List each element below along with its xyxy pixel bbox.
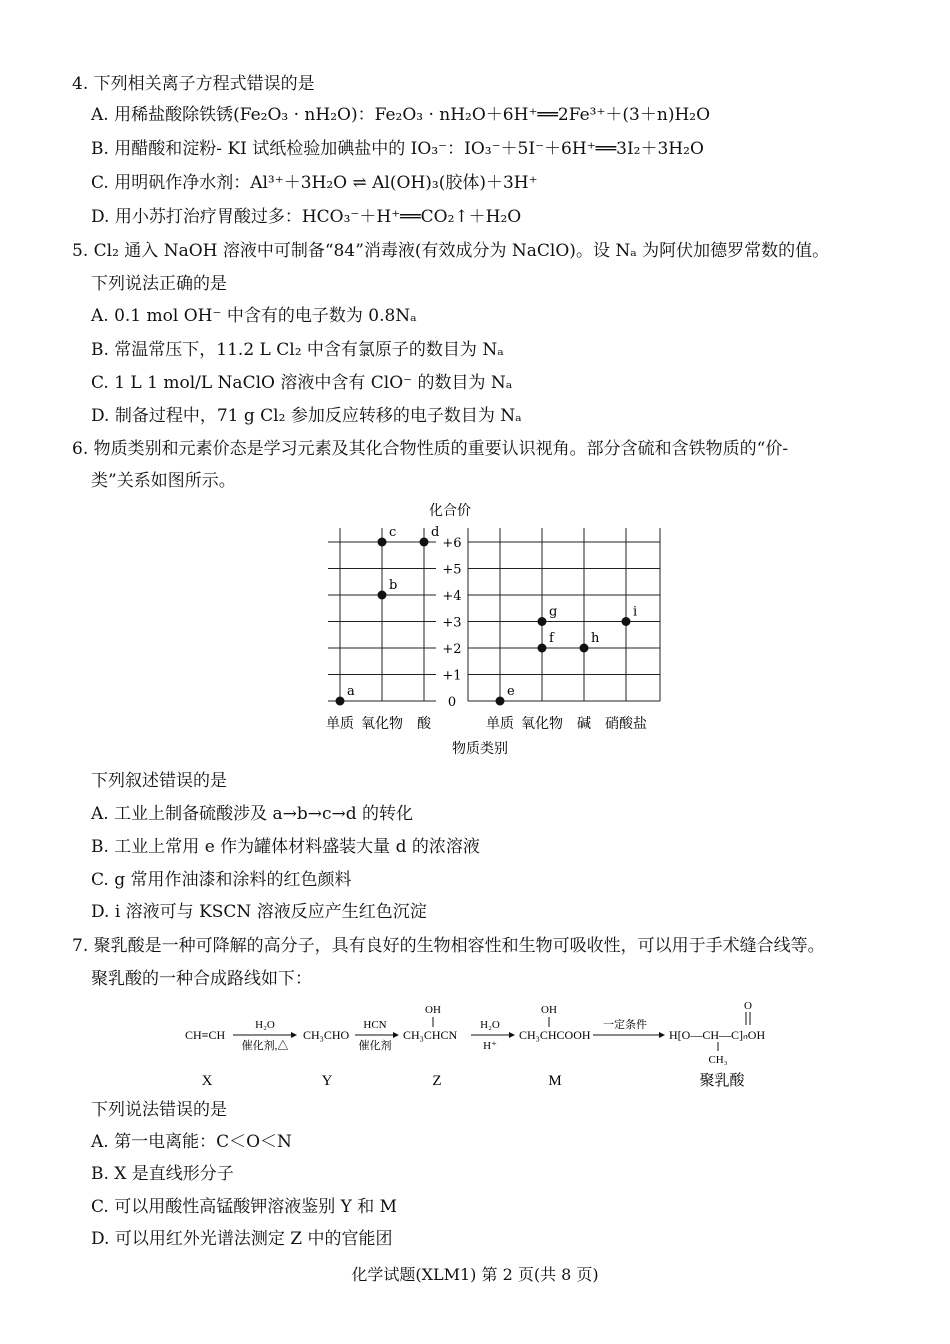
arrow-2-bottom: 催化剂 xyxy=(358,1040,392,1052)
y-tick-label: +2 xyxy=(442,642,462,657)
q5-option-b: B. 常温常压下，11.2 L Cl₂ 中含有氯原子的数目为 Nₐ xyxy=(91,340,504,360)
arrow-4-top: 一定条件 xyxy=(603,1019,647,1031)
q7-option-c: C. 可以用酸性高锰酸钾溶液鉴别 Y 和 M xyxy=(91,1197,398,1217)
arrowhead-2 xyxy=(393,1032,399,1038)
q5-option-c: C. 1 L 1 mol/L NaClO 溶液中含有 ClO⁻ 的数目为 Nₐ xyxy=(91,373,513,393)
point-g xyxy=(538,617,547,626)
label-x: X xyxy=(201,1073,213,1089)
x-tick-label-iron: 碱 xyxy=(577,716,591,732)
q7-option-d: D. 可以用红外光谱法测定 Z 中的官能团 xyxy=(91,1229,393,1249)
arrowhead-1 xyxy=(291,1032,297,1038)
arrowhead-3 xyxy=(509,1032,515,1038)
chart-marks xyxy=(336,525,638,706)
page-footer: 化学试题(XLM1) 第 2 页(共 8 页) xyxy=(351,1265,599,1284)
point-c xyxy=(378,538,387,547)
label-polymer: 聚乳酸 xyxy=(699,1073,745,1089)
q4-option-d: D. 用小苏打治疗胃酸过多：HCO₃⁻＋H⁺══CO₂↑＋H₂O xyxy=(91,207,522,227)
point-label-a: a xyxy=(347,684,355,699)
arrow-3-bottom: H⁺ xyxy=(483,1040,497,1052)
x-axis-label: 物质类别 xyxy=(452,741,508,757)
arrow-2-top: HCN xyxy=(363,1019,387,1031)
q6-option-b: B. 工业上常用 e 作为罐体材料盛装大量 d 的浓溶液 xyxy=(91,837,480,857)
synthesis-route xyxy=(185,997,805,1091)
valence-category-chart xyxy=(300,497,680,759)
point-h xyxy=(580,644,589,653)
label-m: M xyxy=(548,1073,562,1089)
q4-option-a: A. 用稀盐酸除铁锈(Fe₂O₃ · nH₂O)：Fe₂O₃ · nH₂O＋6H⁺══2Fe³⁺＋(3＋n)H₂O xyxy=(91,105,711,125)
q6-stem-2: 类”关系如图所示。 xyxy=(91,471,236,491)
point-i xyxy=(622,617,631,626)
chart-grid xyxy=(326,528,660,732)
q4-option-b: B. 用醋酸和淀粉- KI 试纸检验加碘盐中的 IO₃⁻：IO₃⁻＋5I⁻＋6H⁺══3I₂＋3H₂O xyxy=(91,139,704,159)
point-label-i: i xyxy=(633,604,638,620)
point-label-e: e xyxy=(507,684,515,699)
point-label-g: g xyxy=(549,604,558,620)
compound-y: CH₃CHO xyxy=(303,1028,350,1042)
q5-stem: 5. Cl₂ 通入 NaOH 溶液中可制备“84”消毒液(有效成分为 NaClO)。设 Nₐ 为阿伏加德罗常数的值。 xyxy=(72,241,830,261)
q7-option-b: B. X 是直线形分子 xyxy=(91,1164,234,1184)
point-label-c: c xyxy=(389,525,397,540)
y-tick-label: +6 xyxy=(442,536,462,551)
q5-option-d: D. 制备过程中，71 g Cl₂ 参加反应转移的电子数目为 Nₐ xyxy=(91,406,522,426)
arrow-3-top: H₂O xyxy=(480,1019,500,1031)
polymer-o: O xyxy=(744,1000,752,1012)
compound-m: CH₃CHCOOH xyxy=(519,1028,591,1042)
q6-ask: 下列叙述错误的是 xyxy=(91,771,227,791)
x-tick-label-iron: 单质 xyxy=(486,716,514,732)
point-e xyxy=(496,697,505,706)
arrow-1-bottom: 催化剂,△ xyxy=(241,1040,289,1052)
q6-option-d: D. i 溶液可与 KSCN 溶液反应产生红色沉淀 xyxy=(91,902,427,922)
q5-stem-2: 下列说法正确的是 xyxy=(91,274,227,294)
q5-option-a: A. 0.1 mol OH⁻ 中含有的电子数为 0.8Nₐ xyxy=(91,306,417,326)
x-tick-label-iron: 硝酸盐 xyxy=(605,716,647,732)
q6-option-c: C. g 常用作油漆和涂料的红色颜料 xyxy=(91,870,352,890)
q7-stem: 7. 聚乳酸是一种可降解的高分子，具有良好的生物相容性和生物可吸收性，可以用于手术缝合线等。 xyxy=(72,936,825,956)
label-y: Y xyxy=(321,1073,333,1089)
q6-stem: 6. 物质类别和元素价态是学习元素及其化合物性质的重要认识视角。部分含硫和含铁物质的“价- xyxy=(72,439,789,459)
compound-x: CH≡CH xyxy=(185,1028,226,1042)
arrow-1-top: H₂O xyxy=(255,1019,275,1031)
point-a xyxy=(336,697,345,706)
point-label-d: d xyxy=(431,525,440,540)
compound-z: CH₃CHCN xyxy=(403,1028,458,1042)
y-tick-label: +5 xyxy=(442,562,462,578)
point-label-h: h xyxy=(591,631,600,646)
m-oh: OH xyxy=(541,1004,557,1016)
q4-option-c: C. 用明矾作净水剂：Al³⁺＋3H₂O ⇌ Al(OH)₃(胶体)＋3H⁺ xyxy=(91,173,538,193)
point-label-f: f xyxy=(549,631,554,646)
q7-option-a: A. 第一电离能：C＜O＜N xyxy=(91,1132,292,1152)
y-tick-label: +3 xyxy=(442,615,462,631)
point-b xyxy=(378,591,387,600)
x-tick-label-sulfur: 氧化物 xyxy=(361,716,403,732)
y-tick-label: 0 xyxy=(447,695,457,710)
compound-polymer: H[O—CH—C]ₙOH xyxy=(669,1028,766,1042)
y-tick-label: +1 xyxy=(442,668,462,684)
q4-stem: 4. 下列相关离子方程式错误的是 xyxy=(72,74,315,94)
q6-option-a: A. 工业上制备硫酸涉及 a→b→c→d 的转化 xyxy=(91,804,414,824)
q7-ask: 下列说法错误的是 xyxy=(91,1100,227,1120)
x-tick-label-sulfur: 单质 xyxy=(326,716,354,732)
label-z: Z xyxy=(432,1073,442,1089)
polymer-ch3: CH₃ xyxy=(708,1054,728,1066)
x-tick-label-iron: 氧化物 xyxy=(521,716,563,732)
z-oh: OH xyxy=(425,1004,441,1016)
point-d xyxy=(420,538,429,547)
arrowhead-4 xyxy=(659,1032,665,1038)
x-tick-label-sulfur: 酸 xyxy=(417,716,431,732)
point-label-b: b xyxy=(389,578,398,593)
point-f xyxy=(538,644,547,653)
y-tick-label: +4 xyxy=(442,589,462,604)
q7-stem-2: 聚乳酸的一种合成路线如下： xyxy=(91,969,312,989)
y-axis-label: 化合价 xyxy=(429,503,471,519)
